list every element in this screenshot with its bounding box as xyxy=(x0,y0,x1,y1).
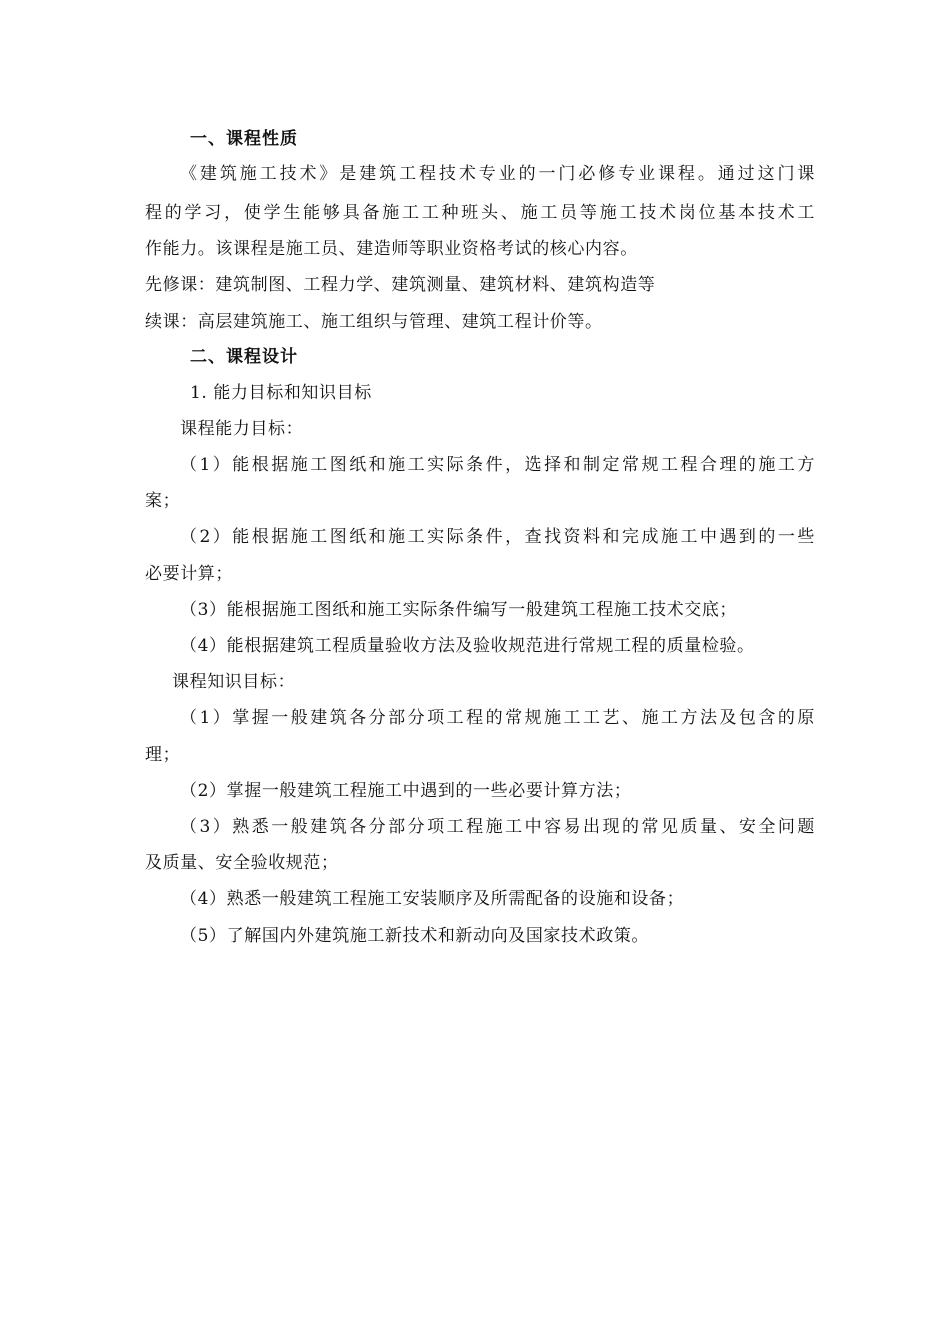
ability-goal-item-cont: 案； xyxy=(145,491,181,511)
knowledge-goal-item: （5）了解国内外建筑施工新技术和新动向及国家技术政策。 xyxy=(180,926,650,946)
section-heading-course-nature: 一、课程性质 xyxy=(190,129,298,149)
knowledge-goal-item: （3）熟悉一般建筑各分部分项工程施工中容易出现的常见质量、安全问题 xyxy=(180,817,815,837)
followup-courses: 续课：高层建筑施工、施工组织与管理、建筑工程计价等。 xyxy=(145,312,603,332)
ability-goal-item: （2）能根据施工图纸和施工实际条件，查找资料和完成施工中遇到的一些 xyxy=(180,527,815,547)
knowledge-goal-item-cont: 及质量、安全验收规范； xyxy=(145,853,339,873)
paragraph-line: 作能力。该课程是施工员、建造师等职业资格考试的核心内容。 xyxy=(145,239,638,259)
subsection-heading: 1. 能力目标和知识目标 xyxy=(190,383,372,403)
ability-goal-item: （1）能根据施工图纸和施工实际条件，选择和制定常规工程合理的施工方 xyxy=(180,455,815,475)
section-heading-course-design: 二、课程设计 xyxy=(190,347,298,367)
ability-goal-item-cont: 必要计算； xyxy=(145,564,233,584)
ability-goal-item: （4）能根据建筑工程质量验收方法及验收规范进行常规工程的质量检验。 xyxy=(180,636,755,656)
prerequisite-courses: 先修课：建筑制图、工程力学、建筑测量、建筑材料、建筑构造等 xyxy=(145,275,656,295)
knowledge-goal-item: （2）掌握一般建筑工程施工中遇到的一些必要计算方法； xyxy=(180,781,632,801)
knowledge-goals-title: 课程知识目标： xyxy=(172,672,296,692)
ability-goal-item: （3）能根据施工图纸和施工实际条件编写一般建筑工程施工技术交底； xyxy=(180,600,738,620)
knowledge-goal-item: （1）掌握一般建筑各分部分项工程的常规施工工艺、施工方法及包含的原 xyxy=(180,708,815,728)
paragraph-line: 程的学习，使学生能够具备施工工种班头、施工员等施工技术岗位基本技术工 xyxy=(145,203,815,223)
ability-goals-title: 课程能力目标： xyxy=(180,419,304,439)
knowledge-goal-item: （4）熟悉一般建筑工程施工安装顺序及所需配备的设施和设备； xyxy=(180,889,685,909)
paragraph-line: 《建筑施工技术》是建筑工程技术专业的一门必修专业课程。通过这门课 xyxy=(180,164,815,184)
knowledge-goal-item-cont: 理； xyxy=(145,745,181,765)
